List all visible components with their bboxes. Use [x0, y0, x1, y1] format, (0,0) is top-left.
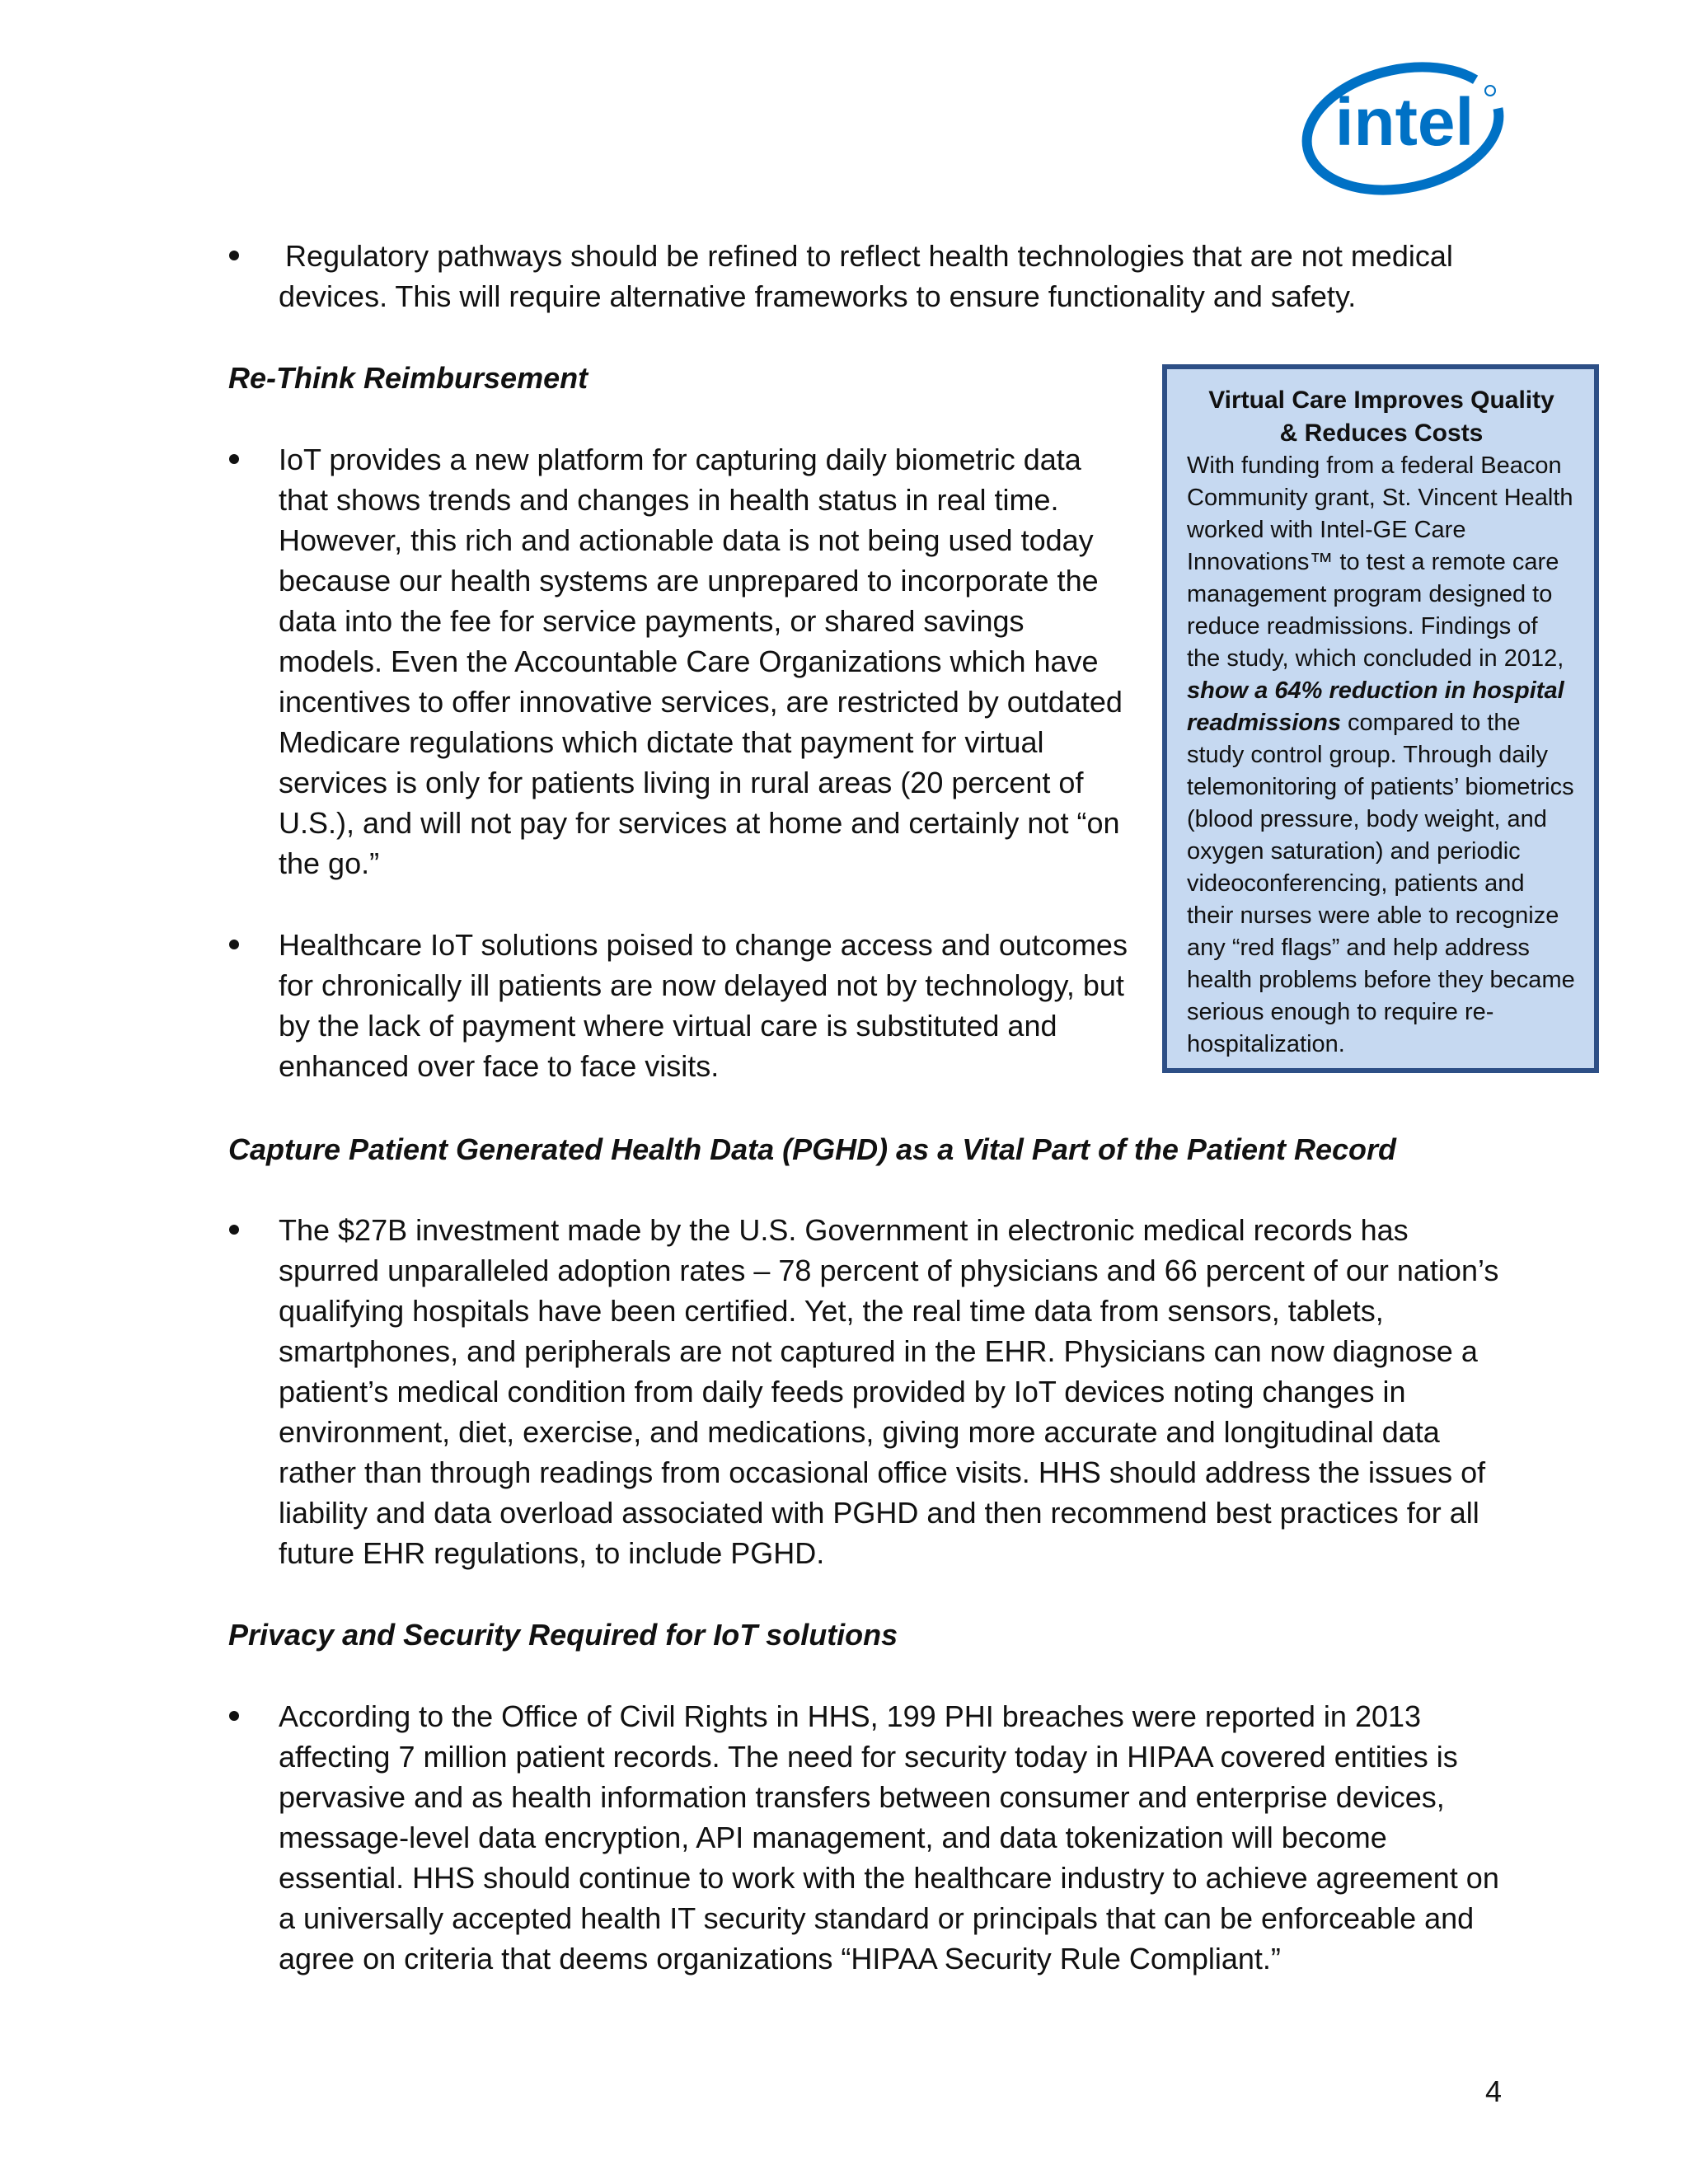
callout-title-line-1: Virtual Care Improves Quality: [1208, 387, 1554, 414]
reimbursement-heading: Re-Think Reimbursement: [228, 361, 588, 395]
regulatory-bullet-text: Regulatory pathways should be refined to reflect health technologies that are not medical devices. This will require alternative frameworks to ensure functionality and safety.: [279, 239, 1453, 313]
intel-logo: [1296, 53, 1515, 201]
callout-body-intro: With funding from a federal Beacon Community grant, St. Vincent Health worked with Intel-GE Care Innovations™ to test a remote care management program designed to reduce readmissions. Findings of the study, which concluded in 2012,: [1187, 452, 1573, 672]
reimbursement-bullet-1: [223, 439, 1128, 883]
callout-body-emphasis: show a 64% reduction in hospital readmissions: [1187, 677, 1564, 736]
intel-logo-wordmark: intel: [1334, 85, 1475, 160]
bullet-dot-icon: [229, 454, 239, 464]
bullet-dot-icon: [229, 1711, 239, 1721]
registered-mark-icon: [1485, 86, 1495, 96]
pghd-heading: Capture Patient Generated Health Data (PGHD) as a Vital Part of the Patient Record: [228, 1132, 1396, 1166]
reimbursement-bullet-2: [223, 925, 1137, 1086]
page-number: 4: [1485, 2074, 1503, 2108]
pghd-bullet-text: The $27B investment made by the U.S. Government in electronic medical records has spurred unparalleled adoption rates – 78 percent of physicians and 66 percent of our nation’s qualifying hospitals have been certified. Yet, the real time data from sensors, tablets, smartphones, and peripherals are not captured in the EHR. Physicians can now diagnose a patient’s medical condition from daily feeds provided by IoT devices noting changes in environment, diet, exercise, and medications, giving more accurate and longitudinal data rather than through readings from occasional office visits. HHS should address the issues of liability and data overload associated with PGHD and then recommend best practices for all future EHR regulations, to include PGHD.: [279, 1213, 1499, 1570]
regulatory-bullet: [223, 236, 1508, 316]
reimbursement-bullet-2-text: Healthcare IoT solutions poised to change access and outcomes for chronically ill patients are now delayed not by technology, but by the lack of payment where virtual care is substituted and enhanced over face to face visits.: [279, 928, 1128, 1083]
bullet-dot-icon: [229, 251, 239, 260]
pghd-bullet: [223, 1210, 1508, 1573]
privacy-bullet: [223, 1696, 1513, 1979]
reimbursement-bullet-1-text: IoT provides a new platform for capturing daily biometric data that shows trends and changes in health status in real time. However, this rich and actionable data is not being used today because our health systems are unprepared to incorporate the data into the fee for service payments, or shared savings models. Even the Accountable Care Organizations which have incentives to offer innovative services, are restricted by outdated Medicare regulations which dictate that payment for virtual services is only for patients living in rural areas (20 percent of U.S.), and will not pay for services at home and certainly not “on the go.”: [279, 443, 1123, 880]
callout-title: [1187, 384, 1576, 450]
bullet-dot-icon: [229, 1225, 239, 1235]
privacy-heading: Privacy and Security Required for IoT solutions: [228, 1618, 898, 1652]
callout-title-line-2: & Reduces Costs: [1279, 419, 1484, 447]
callout-body-conclusion: compared to the study control group. Through daily telemonitoring of patients’ biometrics (blood pressure, body weight, and oxygen saturation) and periodic videoconferencing, patients and their nurses were able to recognize any “red flags” and help address health problems before they became serious enough to require re-hospitalization.: [1187, 710, 1575, 1057]
virtual-care-callout: [1162, 364, 1599, 1073]
bullet-dot-icon: [229, 940, 239, 949]
callout-body: [1187, 450, 1576, 1061]
privacy-bullet-text: According to the Office of Civil Rights in HHS, 199 PHI breaches were reported in 2013 affecting 7 million patient records. The need for security today in HIPAA covered entities is pervasive and as health information transfers between consumer and enterprise devices, message-level data encryption, API management, and data tokenization will become essential. HHS should continue to work with the healthcare industry to achieve agreement on a universally accepted health IT security standard or principals that can be enforceable and agree on criteria that deems organizations “HIPAA Security Rule Compliant.”: [279, 1699, 1499, 1975]
